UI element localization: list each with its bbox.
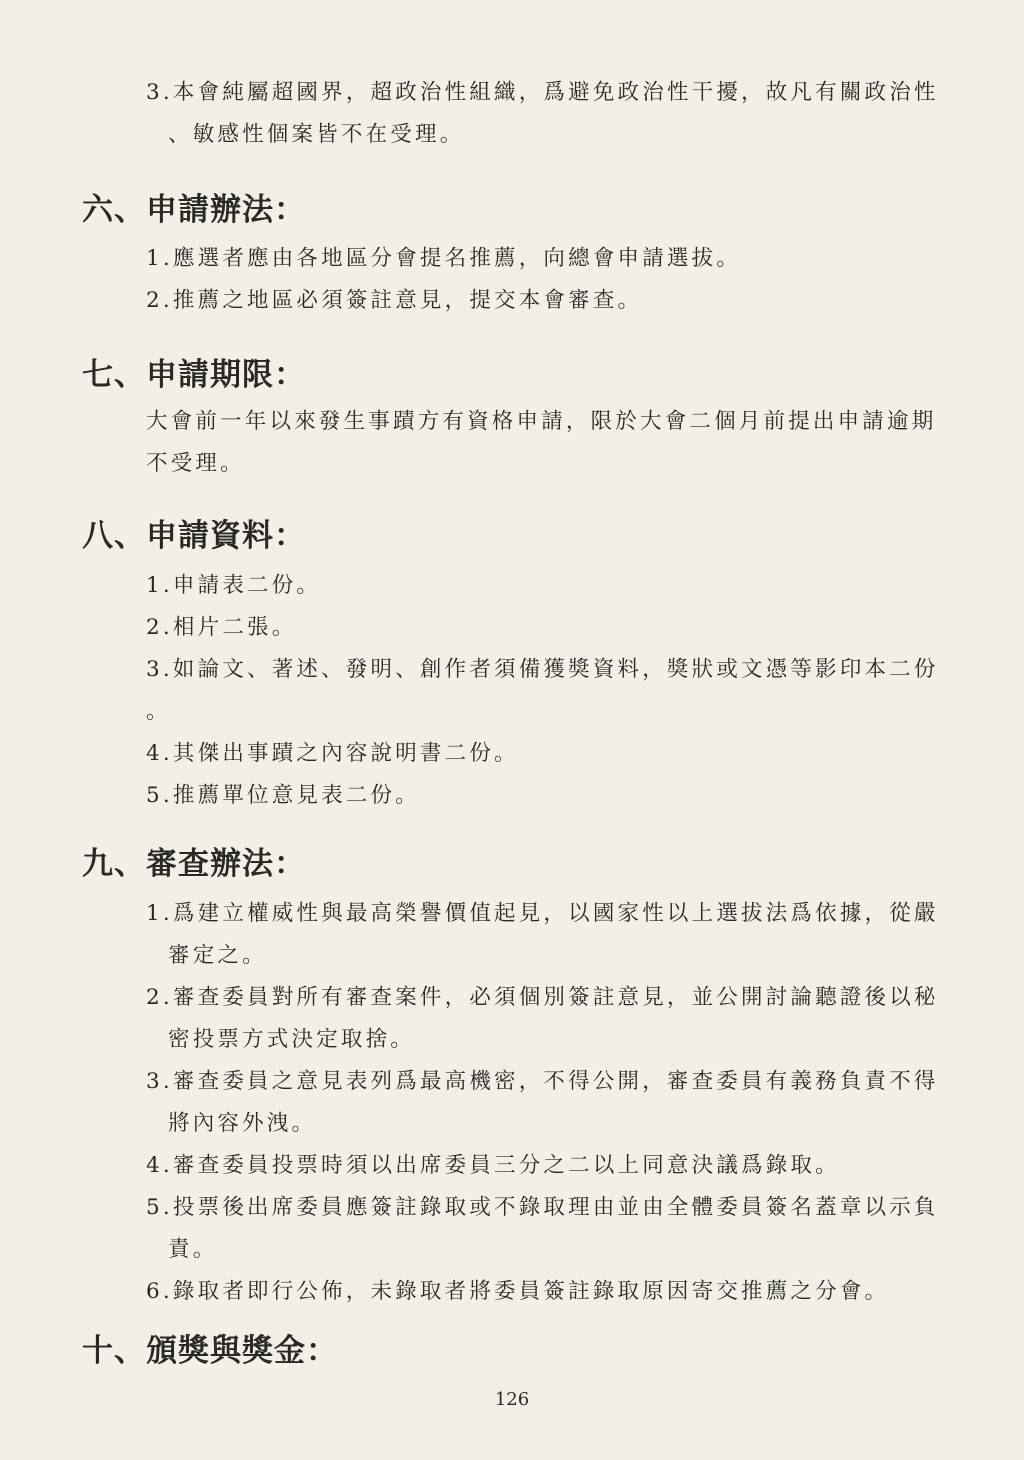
section-heading-10: 十、頒獎與獎金： [82, 1333, 338, 1369]
section-heading-8: 八、申請資料： [82, 518, 306, 554]
section-heading-9: 九、審查辦法： [82, 846, 306, 882]
list-item: 2.推薦之地區必須簽註意見，提交本會審查。 [146, 288, 643, 313]
section-6-body [146, 238, 958, 322]
list-item: 1.爲建立權威性與最高榮譽價值起見，以國家性以上選拔法爲依據，從嚴 [146, 901, 939, 926]
list-item: 3.如論文、著述、發明、創作者須備獲獎資料，獎狀或文憑等影印本二份 [146, 657, 939, 682]
text-line: 大會前一年以來發生事蹟方有資格申請，限於大會二個月前提出申請逾期 [146, 409, 937, 434]
top-item-3 [146, 72, 958, 156]
section-7-body [146, 401, 958, 485]
text-line: 、敏感性個案皆不在受理。 [168, 122, 465, 147]
section-heading-6: 六、申請辦法： [82, 192, 306, 228]
list-item: 1.申請表二份。 [146, 573, 322, 598]
list-item: 6.錄取者即行公佈，未錄取者將委員簽註錄取原因寄交推薦之分會。 [146, 1279, 890, 1304]
list-item-continuation: 。 [146, 699, 171, 724]
list-item: 3.審查委員之意見表列爲最高機密，不得公開，審查委員有義務負責不得 [146, 1069, 939, 1094]
list-item-continuation: 將內容外洩。 [168, 1111, 317, 1136]
list-item: 5.投票後出席委員應簽註錄取或不錄取理由並由全體委員簽名蓋章以示負 [146, 1195, 939, 1220]
list-item-continuation: 密投票方式決定取捨。 [168, 1027, 416, 1052]
page-number: 126 [494, 1389, 530, 1410]
text-line: 不受理。 [146, 451, 245, 476]
list-item: 2.相片二張。 [146, 615, 297, 640]
list-item: 4.其傑出事蹟之內容說明書二份。 [146, 741, 519, 766]
text-line: 3.本會純屬超國界，超政治性組織，爲避免政治性干擾，故凡有關政治性 [146, 80, 939, 105]
list-item: 4.審查委員投票時須以出席委員三分之二以上同意決議爲錄取。 [146, 1153, 840, 1178]
list-item-continuation: 審定之。 [168, 943, 267, 968]
section-heading-7: 七、申請期限： [82, 357, 306, 393]
list-item-continuation: 責。 [168, 1237, 218, 1262]
list-item: 1.應選者應由各地區分會提名推薦，向總會申請選拔。 [146, 246, 742, 271]
section-9-body [146, 893, 958, 1313]
section-8-body [146, 565, 958, 817]
list-item: 5.推薦單位意見表二份。 [146, 783, 420, 808]
list-item: 2.審查委員對所有審查案件，必須個別簽註意見，並公開討論聽證後以秘 [146, 985, 939, 1010]
